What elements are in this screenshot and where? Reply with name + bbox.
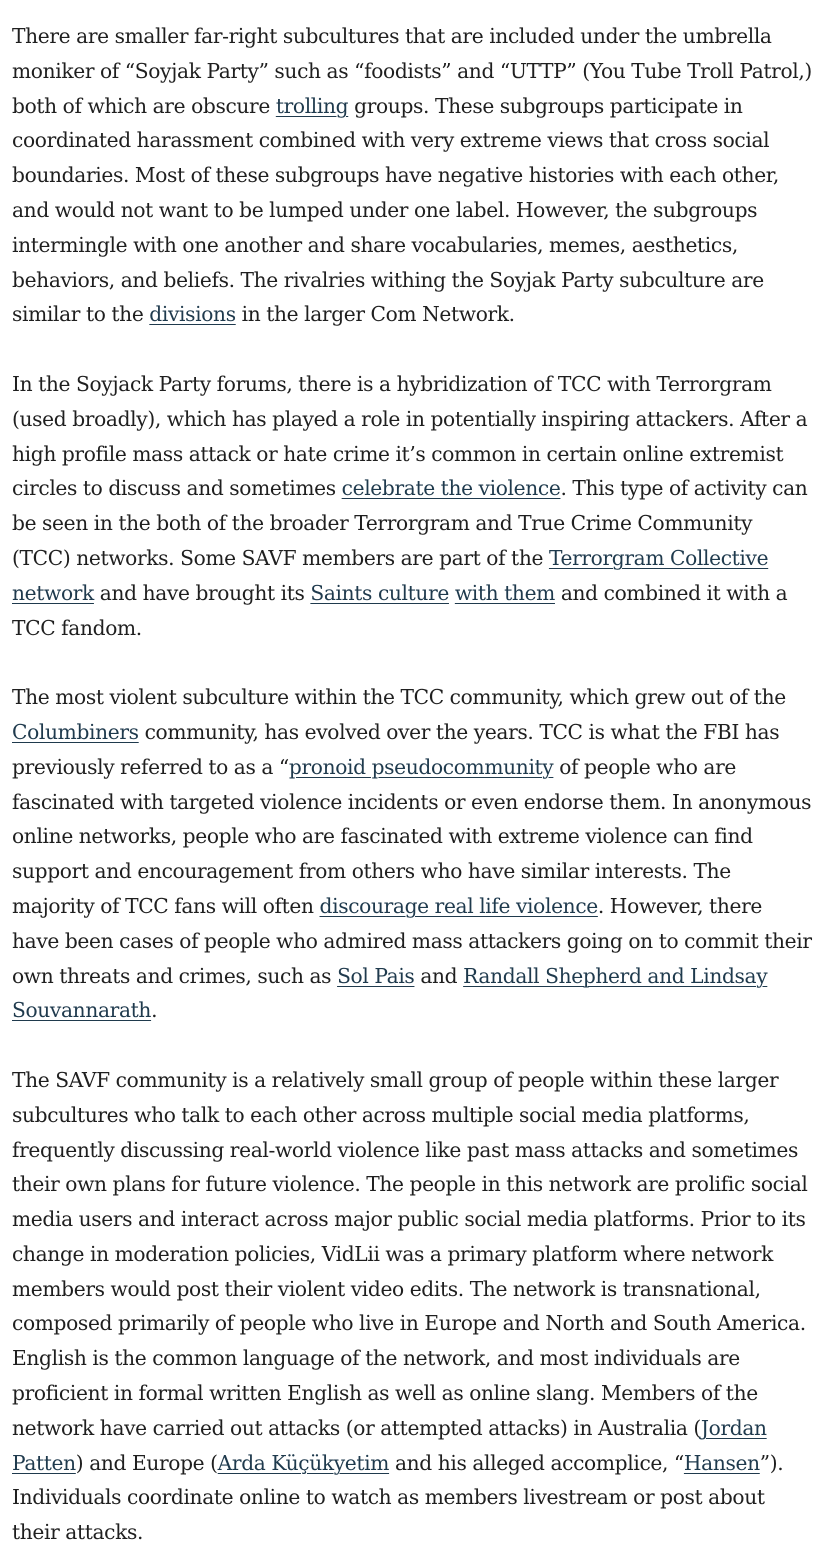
link-arda-kucukyetim[interactable]: Arda Küçükyetim	[217, 1450, 390, 1475]
link-pronoid-pseudocommunity[interactable]: pronoid pseudocommunity	[288, 754, 554, 779]
article-body	[12, 19, 812, 1550]
paragraph-text: in the larger Com Network.	[235, 302, 515, 327]
link-divisions[interactable]: divisions	[149, 302, 236, 327]
paragraph-text: ”). Individuals coordinate online to watch as members livestream or post about their attacks.	[12, 1450, 784, 1545]
paragraph	[12, 19, 812, 332]
link-randall-shepherd-and-lindsay-souvannarath[interactable]: Randall Shepherd and Lindsay Souvannarath	[12, 963, 768, 1023]
link-celebrate-the-violence[interactable]: celebrate the violence	[341, 476, 561, 501]
paragraph	[12, 1063, 812, 1550]
link-sol-pais[interactable]: Sol Pais	[337, 963, 415, 988]
paragraph-text: In the Soyjack Party forums, there is a hybridization of TCC with Terrorgram (used broadly), which has played a role in potentially inspiring attackers. After a high profile mass attack or hate crime it’s common in certain online extremist circles to discuss and sometimes	[12, 371, 808, 501]
paragraph-text: There are smaller far-right subcultures that are included under the umbrella moniker of “Soyjak Party” such as “foodists” and “UTTP” (You Tube Troll Patrol,) both of which are obscure	[12, 24, 812, 118]
paragraph-text: community, has evolved over the years. TCC is what the FBI has previously referred to as a “	[12, 719, 780, 779]
paragraph-text: . However, there have been cases of people who admired mass attackers going on to commit their own threats and crimes, such as	[12, 893, 812, 988]
paragraph-text: and his alleged accomplice, “	[389, 1450, 684, 1475]
link-saints-culture[interactable]: Saints culture	[310, 580, 449, 605]
link-hansen[interactable]: Hansen	[683, 1450, 760, 1475]
link-columbiners[interactable]: Columbiners	[12, 719, 139, 744]
paragraph	[12, 367, 812, 645]
paragraph-text: .	[151, 998, 158, 1023]
paragraph-text: groups. These subgroups participate in coordinated harassment combined with very extreme views that cross social boundaries. Most of these subgroups have negative histories with each other, and would not want to be lumped under one label. However, the subgroups intermingle with one another and share vocabularies, memes, aesthetics, behaviors, and beliefs. The rivalries withing the Soyjak Party subculture are similar to the	[12, 93, 779, 327]
paragraph-text: The most violent subculture within the TCC community, which grew out of the	[12, 685, 786, 710]
paragraph-text: of people who are fascinated with targeted violence incidents or even endorse them. In anonymous online networks, people who are fascinated with extreme violence can find support and encouragement from others who have similar interests. The majority of TCC fans will often	[12, 754, 812, 918]
paragraph-text: and have brought its	[93, 580, 311, 605]
link-trolling[interactable]: trolling	[275, 93, 349, 118]
link-terrorgram-collective-network[interactable]: Terrorgram Collective network	[12, 545, 769, 605]
paragraph-text: The SAVF community is a relatively small group of people within these larger subcultures who talk to each other across multiple social media platforms, frequently discussing real-world violence like past mass attacks and sometimes their own plans for future violence. The people in this network are prolific social media users and interact across major public social media platforms. Prior to its change in moderation policies, VidLii was a primary platform where network members would post their violent video edits. The network is transnational, composed primarily of people who live in Europe and North and South America. English is the common language of the network, and most individuals are proficient in formal written English as well as online slang. Members of the network have carried out attacks (or attempted attacks) in Australia (	[12, 1067, 808, 1440]
paragraph-text: and combined it with a TCC fandom.	[12, 580, 788, 640]
paragraph-text: . This type of activity can be seen in the both of the broader Terrorgram and True Crime Community (TCC) networks. Some SAVF members are part of the	[12, 476, 808, 570]
paragraph-text: and	[414, 963, 464, 988]
link-discourage-real-life-violence[interactable]: discourage real life violence	[319, 893, 598, 918]
paragraph	[12, 680, 812, 1028]
paragraph-text: ) and Europe (	[75, 1450, 218, 1475]
link-jordan-patten[interactable]: Jordan Patten	[12, 1415, 767, 1475]
link-with-them[interactable]: with them	[454, 580, 555, 605]
